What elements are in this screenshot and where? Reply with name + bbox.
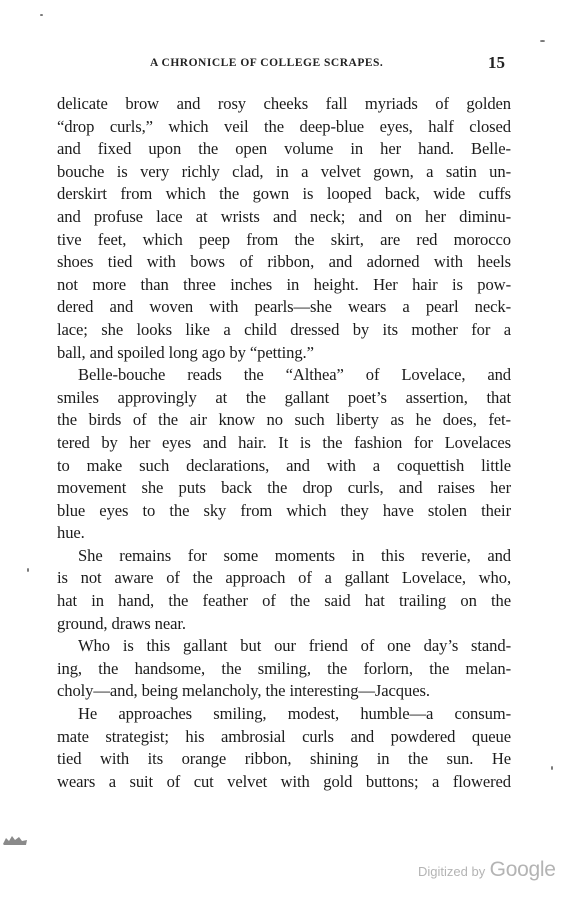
corner-smudge xyxy=(2,834,28,846)
text-line: mate strategist; his ambrosial curls and powdered queue xyxy=(57,726,511,746)
text-line: wears a suit of cut velvet with gold buttons; a flowered xyxy=(57,771,511,791)
text-line: ing, the handsome, the smiling, the forlorn, the melan- xyxy=(57,658,511,678)
body-text xyxy=(57,93,511,793)
text-line: choly—and, being melancholy, the interesting—Jacques. xyxy=(57,681,430,701)
text-line: not more than three inches in height. Her hair is pow- xyxy=(57,274,511,294)
text-line: the birds of the air know no such liberty as he does, fet- xyxy=(57,410,511,430)
text-line: to make such declarations, and with a coquettish little xyxy=(57,455,511,475)
running-head: A CHRONICLE OF COLLEGE SCRAPES. xyxy=(150,57,384,69)
text-line: tied with its orange ribbon, shining in the sun. He xyxy=(57,749,511,769)
text-line: tive feet, which peep from the skirt, are red morocco xyxy=(57,229,511,249)
text-line: Belle-bouche reads the “Althea” of Lovelace, and xyxy=(78,365,511,385)
watermark-brand: Google xyxy=(489,858,556,881)
text-line: movement she puts back the drop curls, and raises her xyxy=(57,478,511,498)
text-line: He approaches smiling, modest, humble—a consum- xyxy=(78,704,511,724)
text-line: lace; she looks like a child dressed by its mother for a xyxy=(57,319,511,339)
text-line: derskirt from which the gown is looped back, wide cuffs xyxy=(57,184,511,204)
text-line: is not aware of the approach of a gallant Lovelace, who, xyxy=(57,568,511,588)
watermark-prefix: Digitized by xyxy=(418,864,486,879)
text-line: blue eyes to the sky from which they have stolen their xyxy=(57,500,511,520)
scan-speck xyxy=(551,766,553,770)
text-line: ball, and spoiled long ago by “petting.” xyxy=(57,342,314,362)
scan-speck xyxy=(540,40,545,42)
text-line: ground, draws near. xyxy=(57,613,186,633)
text-line: and fixed upon the open volume in her hand. Belle- xyxy=(57,139,511,159)
text-line: shoes tied with bows of ribbon, and adorned with heels xyxy=(57,252,511,272)
text-line: and profuse lace at wrists and neck; and on her diminu- xyxy=(57,206,511,226)
scan-speck xyxy=(40,14,43,16)
text-line: tered by her eyes and hair. It is the fashion for Lovelaces xyxy=(57,432,511,452)
text-line: Who is this gallant but our friend of one day’s stand- xyxy=(78,636,511,656)
text-line: hue. xyxy=(57,523,85,543)
text-line: smiles approvingly at the gallant poet’s assertion, that xyxy=(57,387,511,407)
text-line: She remains for some moments in this reverie, and xyxy=(78,545,511,565)
scan-speck xyxy=(27,568,29,572)
text-line: hat in hand, the feather of the said hat trailing on the xyxy=(57,591,511,611)
text-line: dered and woven with pearls—she wears a pearl neck- xyxy=(57,297,511,317)
text-line: bouche is very richly clad, in a velvet gown, a satin un- xyxy=(57,161,511,181)
text-line: “drop curls,” which veil the deep-blue eyes, half closed xyxy=(57,116,511,136)
page-number: 15 xyxy=(488,53,505,72)
text-line: delicate brow and rosy cheeks fall myriads of golden xyxy=(57,94,511,113)
digitized-by-watermark xyxy=(418,858,556,882)
